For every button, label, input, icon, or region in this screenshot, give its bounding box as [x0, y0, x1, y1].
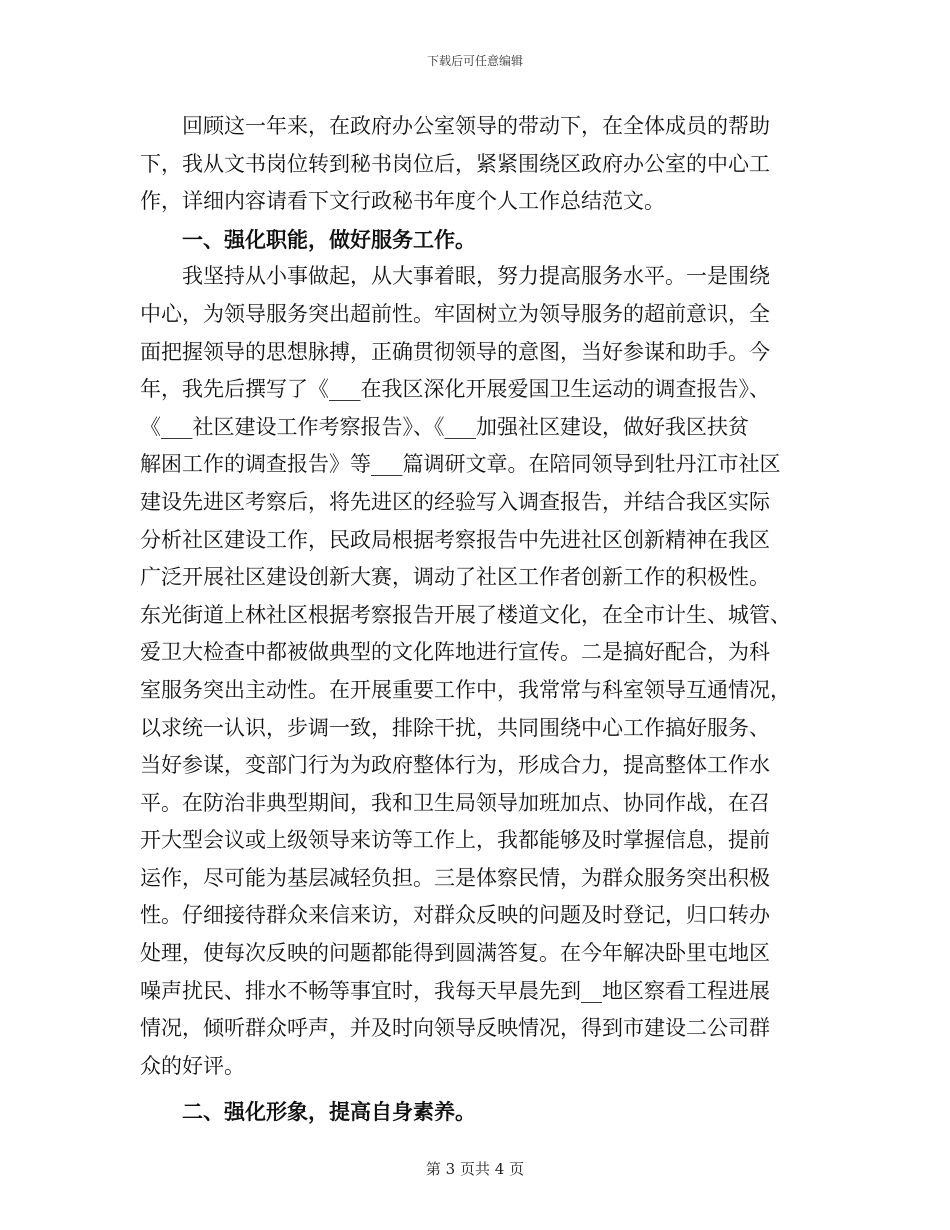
text-line: 开大型会议或上级领导来访等工作上，我都能够及时掌握信息，提前	[140, 828, 770, 853]
section-1-heading: 一、强化职能，做好服务工作。	[182, 226, 476, 252]
page-header: 下载后可任意编辑	[426, 54, 523, 68]
text-line: 运作，尽可能为基层减轻负担。三是体察民情，为群众服务突出积极	[140, 865, 770, 890]
text-line: 情况，倾听群众呼声，并及时向领导反映情况，得到市建设二公司群	[140, 1016, 770, 1041]
text-line: 噪声扰民、排水不畅等事宜时，我每天早晨先到__地区察看工程进展	[140, 978, 770, 1003]
text-line: 广泛开展社区建设创新大赛，调动了社区工作者创新工作的积极性。	[140, 565, 770, 590]
text-line: 众的好评。	[140, 1053, 245, 1078]
text-line: 中心，为领导服务突出超前性。牢固树立为领导服务的超前意识，全	[140, 301, 770, 326]
text-line: 室服务突出主动性。在开展重要工作中，我常常与科室领导互通情况，	[140, 677, 791, 702]
text-line: 爱卫大检查中都被做典型的文化阵地进行宣传。二是搞好配合，为科	[140, 640, 770, 665]
text-line: 《___社区建设工作考察报告》、《___加强社区建设，做好我区扶贫	[140, 414, 749, 439]
text-line: 性。仔细接待群众来信来访，对群众反映的问题及时登记，归口转办	[140, 903, 770, 928]
text-line: 东光街道上林社区根据考察报告开展了楼道文化，在全市计生、城管、	[140, 602, 791, 627]
intro-paragraph	[140, 108, 798, 221]
text-line: 解困工作的调查报告》等___篇调研文章。在陪同领导到牡丹江市社区	[140, 452, 781, 477]
page-number: 第 3 页共 4 页	[425, 1160, 525, 1178]
section-2-heading: 二、强化形象，提高自身素养。	[182, 1099, 476, 1125]
text-line: 处理，使每次反映的问题都能得到圆满答复。在今年解决卧里屯地区	[140, 941, 770, 966]
text-line: 下，我从文书岗位转到秘书岗位后，紧紧围绕区政府办公室的中心工	[140, 151, 770, 176]
text-line: 建设先进区考察后，将先进区的经验写入调查报告，并结合我区实际	[140, 489, 770, 514]
text-line: 分析社区建设工作，民政局根据考察报告中先进社区创新精神在我区	[140, 527, 770, 552]
text-line: 我坚持从小事做起，从大事着眼，努力提高服务水平。一是围绕	[182, 264, 770, 289]
text-line: 作，详细内容请看下文行政秘书年度个人工作总结范文。	[140, 189, 665, 214]
document-body	[140, 108, 798, 1131]
text-line: 以求统一认识，步调一致，排除干扰，共同围绕中心工作搞好服务、	[140, 715, 770, 740]
text-line: 回顾这一年来，在政府办公室领导的带动下，在全体成员的帮助	[182, 114, 770, 138]
text-line: 平。在防治非典型期间，我和卫生局领导加班加点、协同作战，在召	[140, 790, 770, 815]
text-line: 年，我先后撰写了《___在我区深化开展爱国卫生运动的调查报告》、	[140, 377, 770, 402]
section-1-paragraph	[140, 258, 798, 1085]
text-line: 当好参谋，变部门行为为政府整体行为，形成合力，提高整体工作水	[140, 753, 770, 778]
text-line: 面把握领导的思想脉搏，正确贯彻领导的意图，当好参谋和助手。今	[140, 339, 770, 364]
